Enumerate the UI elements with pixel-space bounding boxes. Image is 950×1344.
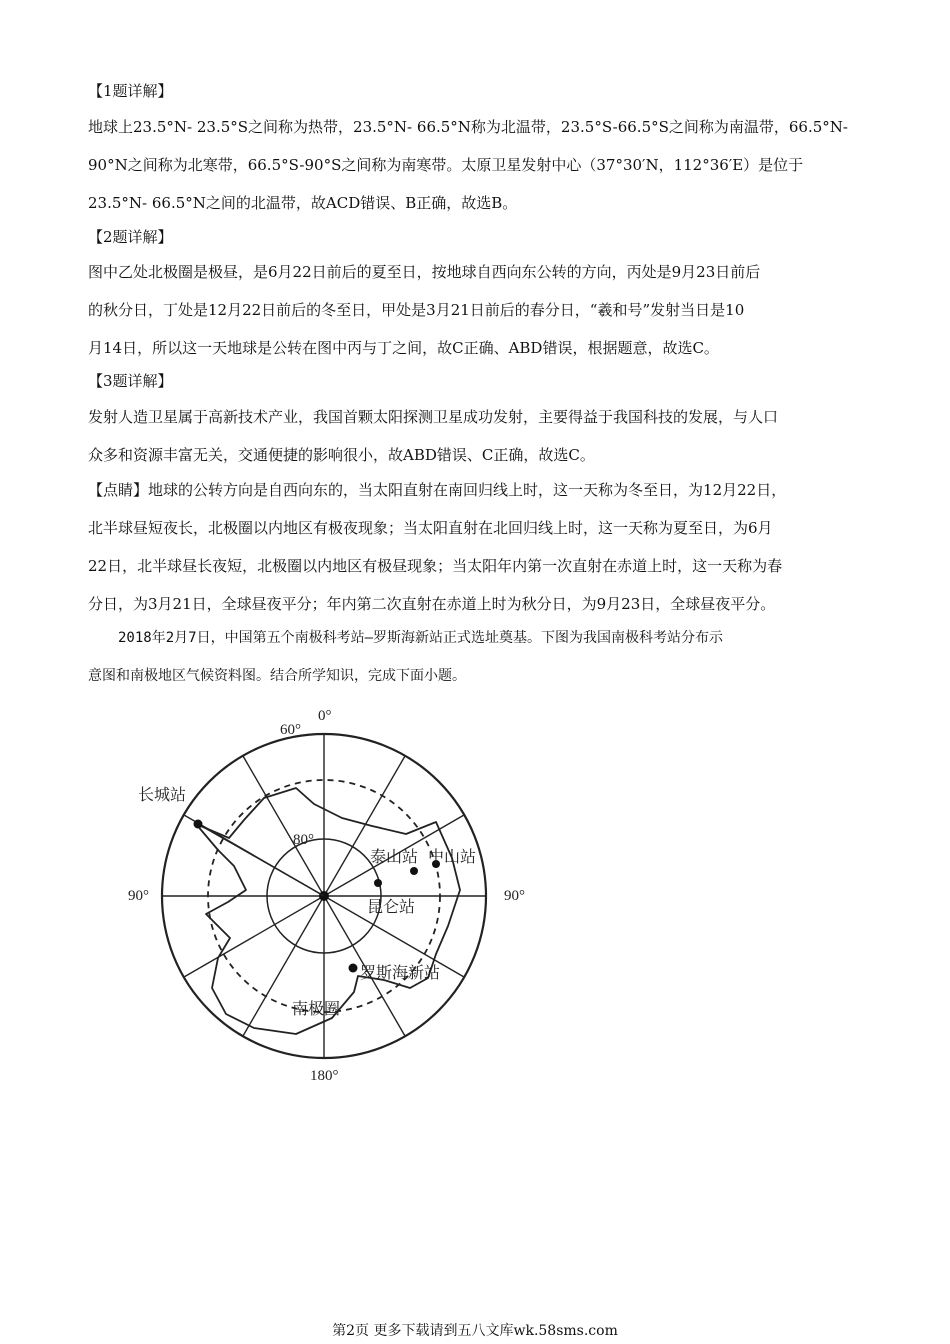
- section-2-line-2: 的秋分日，丁处是12月22日前后的冬至日，甲处是3月21日前后的春分日，“羲和号”发射当日是10: [88, 301, 745, 319]
- tip-line-4: 分日，为3月21日，全球昼夜平分；年内第二次直射在赤道上时为秋分日，为9月23日，全球昼夜平分。: [88, 595, 776, 613]
- section-3: [88, 371, 863, 391]
- changcheng-label: 长城站: [138, 785, 187, 804]
- section-3-line-2: 众多和资源丰富无关，交通便捷的影响很小，故ABD错误、C正确，故选C。: [88, 446, 595, 464]
- antarctic-station-map: [120, 700, 540, 1088]
- question-intro: [88, 628, 863, 686]
- tip-text-1: 地球的公转方向是自西向东的，当太阳直射在南回归线上时，这一天称为冬至日，为12月22日，: [148, 481, 787, 499]
- section-2: [88, 227, 863, 247]
- section-1-line-2: 90°N之间称为北寒带，66.5°S-90°S之间称为南寒带。太原卫星发射中心（37°30′N，112°36′E）是位于: [88, 156, 804, 174]
- kunlun-dot: [374, 879, 382, 887]
- deg-0-label: 0°: [318, 708, 332, 724]
- tip-line-3: 22日，北半球昼长夜短，北极圈以内地区有极昼现象；当太阳年内第一次直射在赤道上时，这一天称为春: [88, 557, 783, 575]
- deg-90-right-label: 90°: [504, 888, 525, 904]
- antarctic-circle-label: 南极圈: [292, 999, 341, 1018]
- tip-line-1: [88, 480, 863, 500]
- section-1-body: [88, 117, 863, 213]
- section-2-line-3: 月14日，所以这一天地球是公转在图中丙与丁之间，故C正确、ABD错误，根据题意，故选C。: [88, 339, 719, 357]
- section-3-heading: 【3题详解】: [88, 372, 173, 390]
- deg-180-label: 180°: [310, 1068, 339, 1084]
- deg-60-label: 60°: [280, 722, 301, 738]
- luosihai-label: 罗斯海新站: [360, 963, 441, 982]
- changcheng-dot: [194, 820, 203, 829]
- intro-line-1: 2018年2月7日，中国第五个南极科考站—罗斯海新站正式选址奠基。下图为我国南极科考站分布示: [118, 630, 723, 646]
- deg-80-label: 80°: [293, 832, 314, 848]
- deg-90-left-label: 90°: [128, 888, 149, 904]
- tip-block: [88, 480, 863, 614]
- section-1-heading: 【1题详解】: [88, 82, 173, 100]
- page-footer: 第2页 更多下载请到五八文库wk.58sms.com: [332, 1323, 618, 1339]
- map-svg: [120, 700, 540, 1088]
- section-3-body: [88, 407, 863, 465]
- kunlun-label: 昆仑站: [367, 897, 416, 916]
- intro-line-2: 意图和南极地区气候资料图。结合所学知识，完成下面小题。: [88, 668, 466, 684]
- luosihai-dot: [349, 964, 358, 973]
- section-2-line-1: 图中乙处北极圈是极昼，是6月22日前后的夏至日，按地球自西向东公转的方向，丙处是9月23日前后: [88, 263, 761, 281]
- zhongshan-label: 中山站: [428, 847, 477, 866]
- section-2-body: [88, 262, 863, 358]
- section-1: [88, 81, 863, 101]
- antarctica-coastline: [196, 788, 460, 1034]
- tip-label: 【点睛】: [88, 481, 149, 499]
- section-3-line-1: 发射人造卫星属于高新技术产业，我国首颗太阳探测卫星成功发射，主要得益于我国科技的发展，与人口: [88, 408, 779, 426]
- tip-line-2: 北半球昼短夜长，北极圈以内地区有极夜现象；当太阳直射在北回归线上时，这一天称为夏至日，为6月: [88, 519, 773, 537]
- section-2-heading: 【2题详解】: [88, 228, 173, 246]
- taishan-label: 泰山站: [370, 847, 419, 866]
- taishan-dot: [410, 867, 418, 875]
- section-1-line-1: 地球上23.5°N- 23.5°S之间称为热带，23.5°N- 66.5°N称为北温带，23.5°S-66.5°S之间称为南温带，66.5°N-: [88, 118, 848, 136]
- section-1-line-3: 23.5°N- 66.5°N之间的北温带，故ACD错误、B正确，故选B。: [88, 194, 518, 212]
